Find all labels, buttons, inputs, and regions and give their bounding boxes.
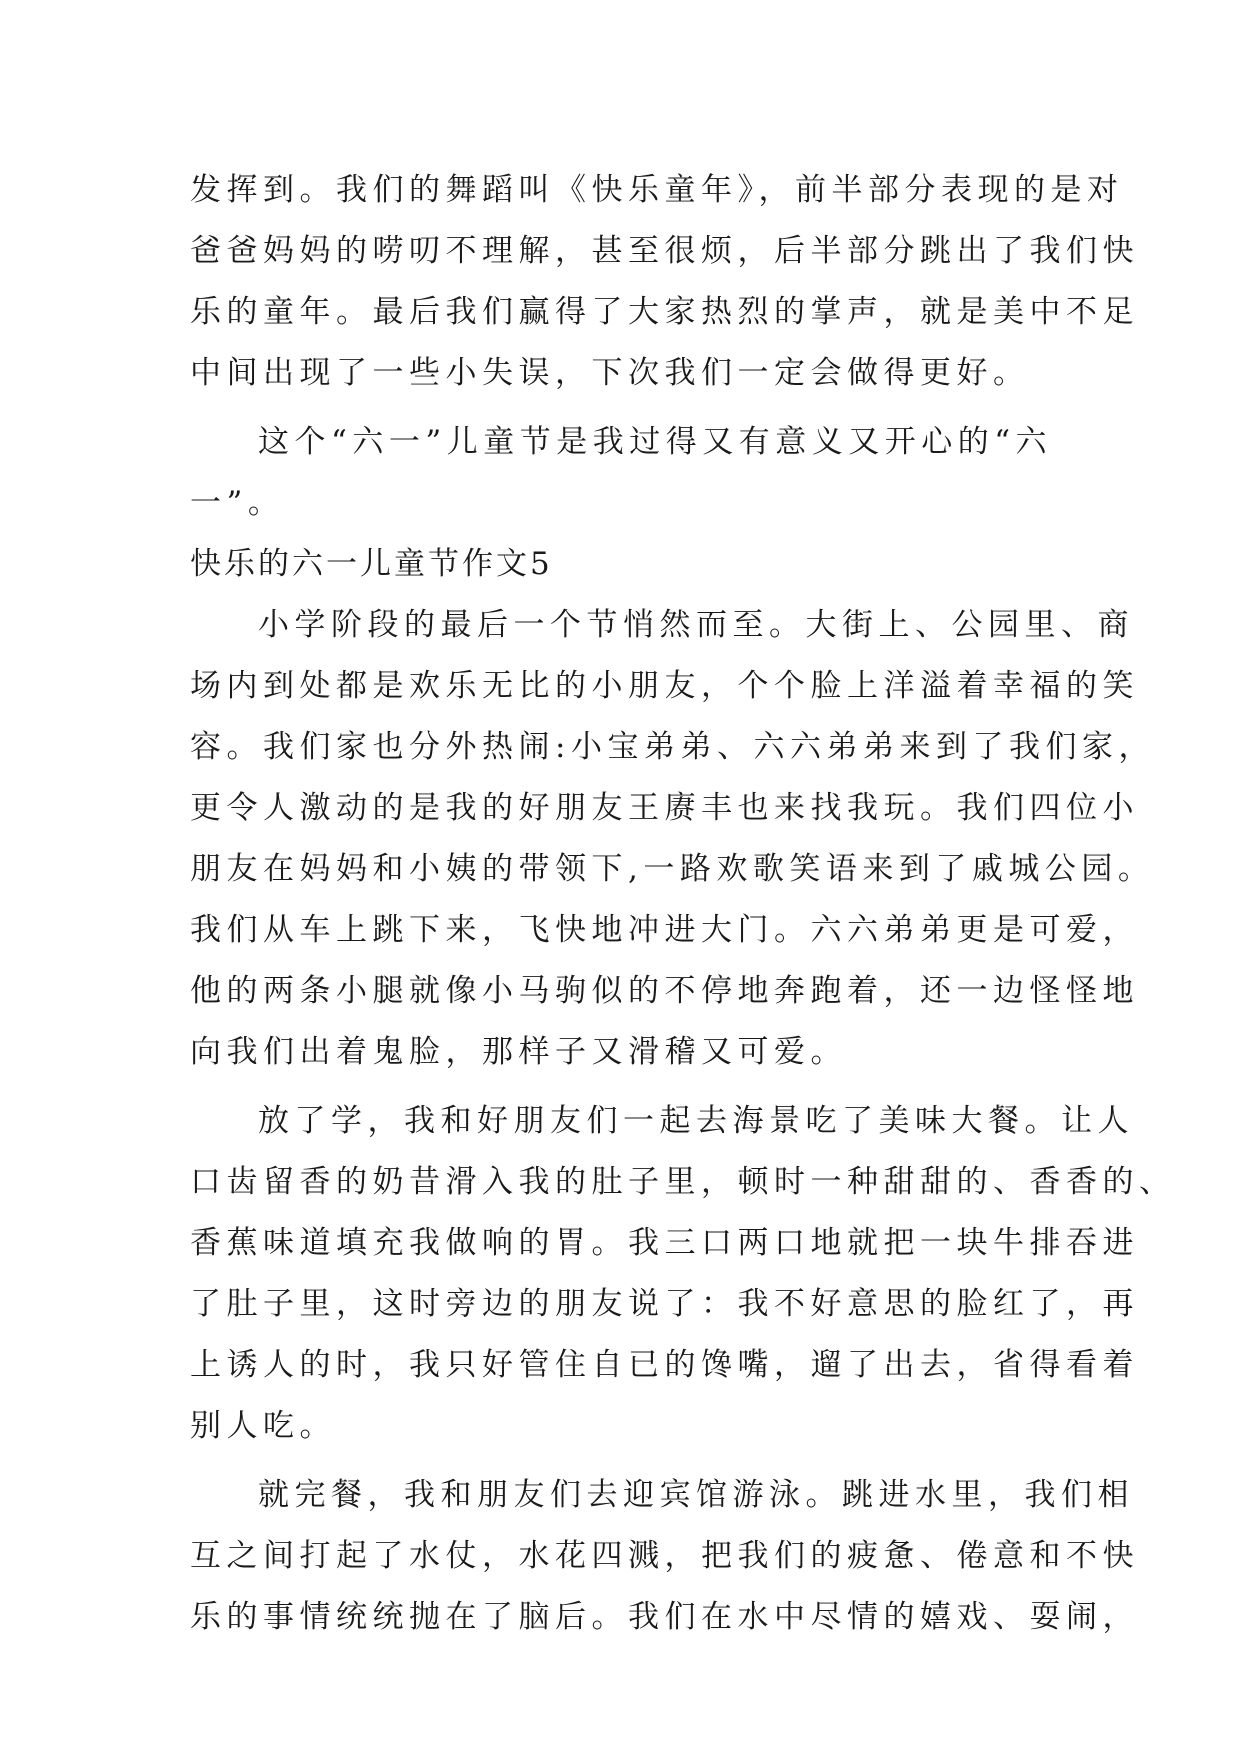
text-line: 就完餐，我和朋友们去迎宾馆游泳。跳进水里，我们相 <box>258 1477 1134 1513</box>
text-line: 小学阶段的最后一个节悄然而至。大街上、公园里、商 <box>258 607 1134 643</box>
text-line: 我们从车上跳下来，飞快地冲进大门。六六弟弟更是可爱， <box>190 912 1139 948</box>
paragraph-gap <box>190 1457 1060 1465</box>
text-line: 发挥到。我们的舞蹈叫《快乐童年》，前半部分表现的是对 <box>190 172 1124 208</box>
text-line: 他的两条小腿就像小马驹似的不停地奔跑着，还一边怪怪地 <box>190 973 1139 1009</box>
text-line: 朋友在妈妈和小姨的带领下,一路欢歌笑语来到了戚城公园。 <box>190 851 1155 887</box>
text-line: 香蕉味道填充我做响的胃。我三口两口地就把一块牛排吞进 <box>190 1225 1139 1261</box>
text-line: 别人吃。 <box>190 1408 336 1444</box>
text-line: 更令人激动的是我的好朋友王赓丰也来找我玩。我们四位小 <box>190 790 1139 826</box>
text-line: 放了学，我和好朋友们一起去海景吃了美味大餐。让人 <box>258 1103 1134 1139</box>
text-line: 了肚子里，这时旁边的朋友说了：我不好意思的脸红了，再 <box>190 1286 1139 1322</box>
text-line: 口齿留香的奶昔滑入我的肚子里，顿时一种甜甜的、香香的、 <box>190 1164 1176 1200</box>
text-line: 乐的事情统统抛在了脑后。我们在水中尽情的嬉戏、耍闹， <box>190 1599 1139 1635</box>
text-line: 上诱人的时，我只好管住自已的馋嘴，遛了出去，省得看着 <box>190 1347 1139 1383</box>
text-line: 容。我们家也分外热闹:小宝弟弟、六六弟弟来到了我们家， <box>190 729 1155 765</box>
document-body <box>190 160 1176 1648</box>
text-line: 这个“六一”儿童节是我过得又有意义又开心的“六 <box>258 424 1053 460</box>
section-title: 快乐的六一儿童节作文5 <box>190 546 553 582</box>
text-line: 爸爸妈妈的唠叨不理解，甚至很烦，后半部分跳出了我们快 <box>190 233 1139 269</box>
text-line: 互之间打起了水仗，水花四溅，把我们的疲惫、倦意和不快 <box>190 1538 1139 1574</box>
text-line: 中间出现了一些小失误，下次我们一定会做得更好。 <box>190 355 1030 391</box>
paragraph-gap <box>190 1083 1060 1091</box>
text-line: 场内到处都是欢乐无比的小朋友，个个脸上洋溢着幸福的笑 <box>190 668 1139 704</box>
text-line: 一”。 <box>190 485 285 521</box>
paragraph-gap <box>190 404 1060 412</box>
text-line: 向我们出着鬼脸，那样子又滑稽又可爱。 <box>190 1034 847 1070</box>
text-line: 乐的童年。最后我们赢得了大家热烈的掌声，就是美中不足 <box>190 294 1139 330</box>
